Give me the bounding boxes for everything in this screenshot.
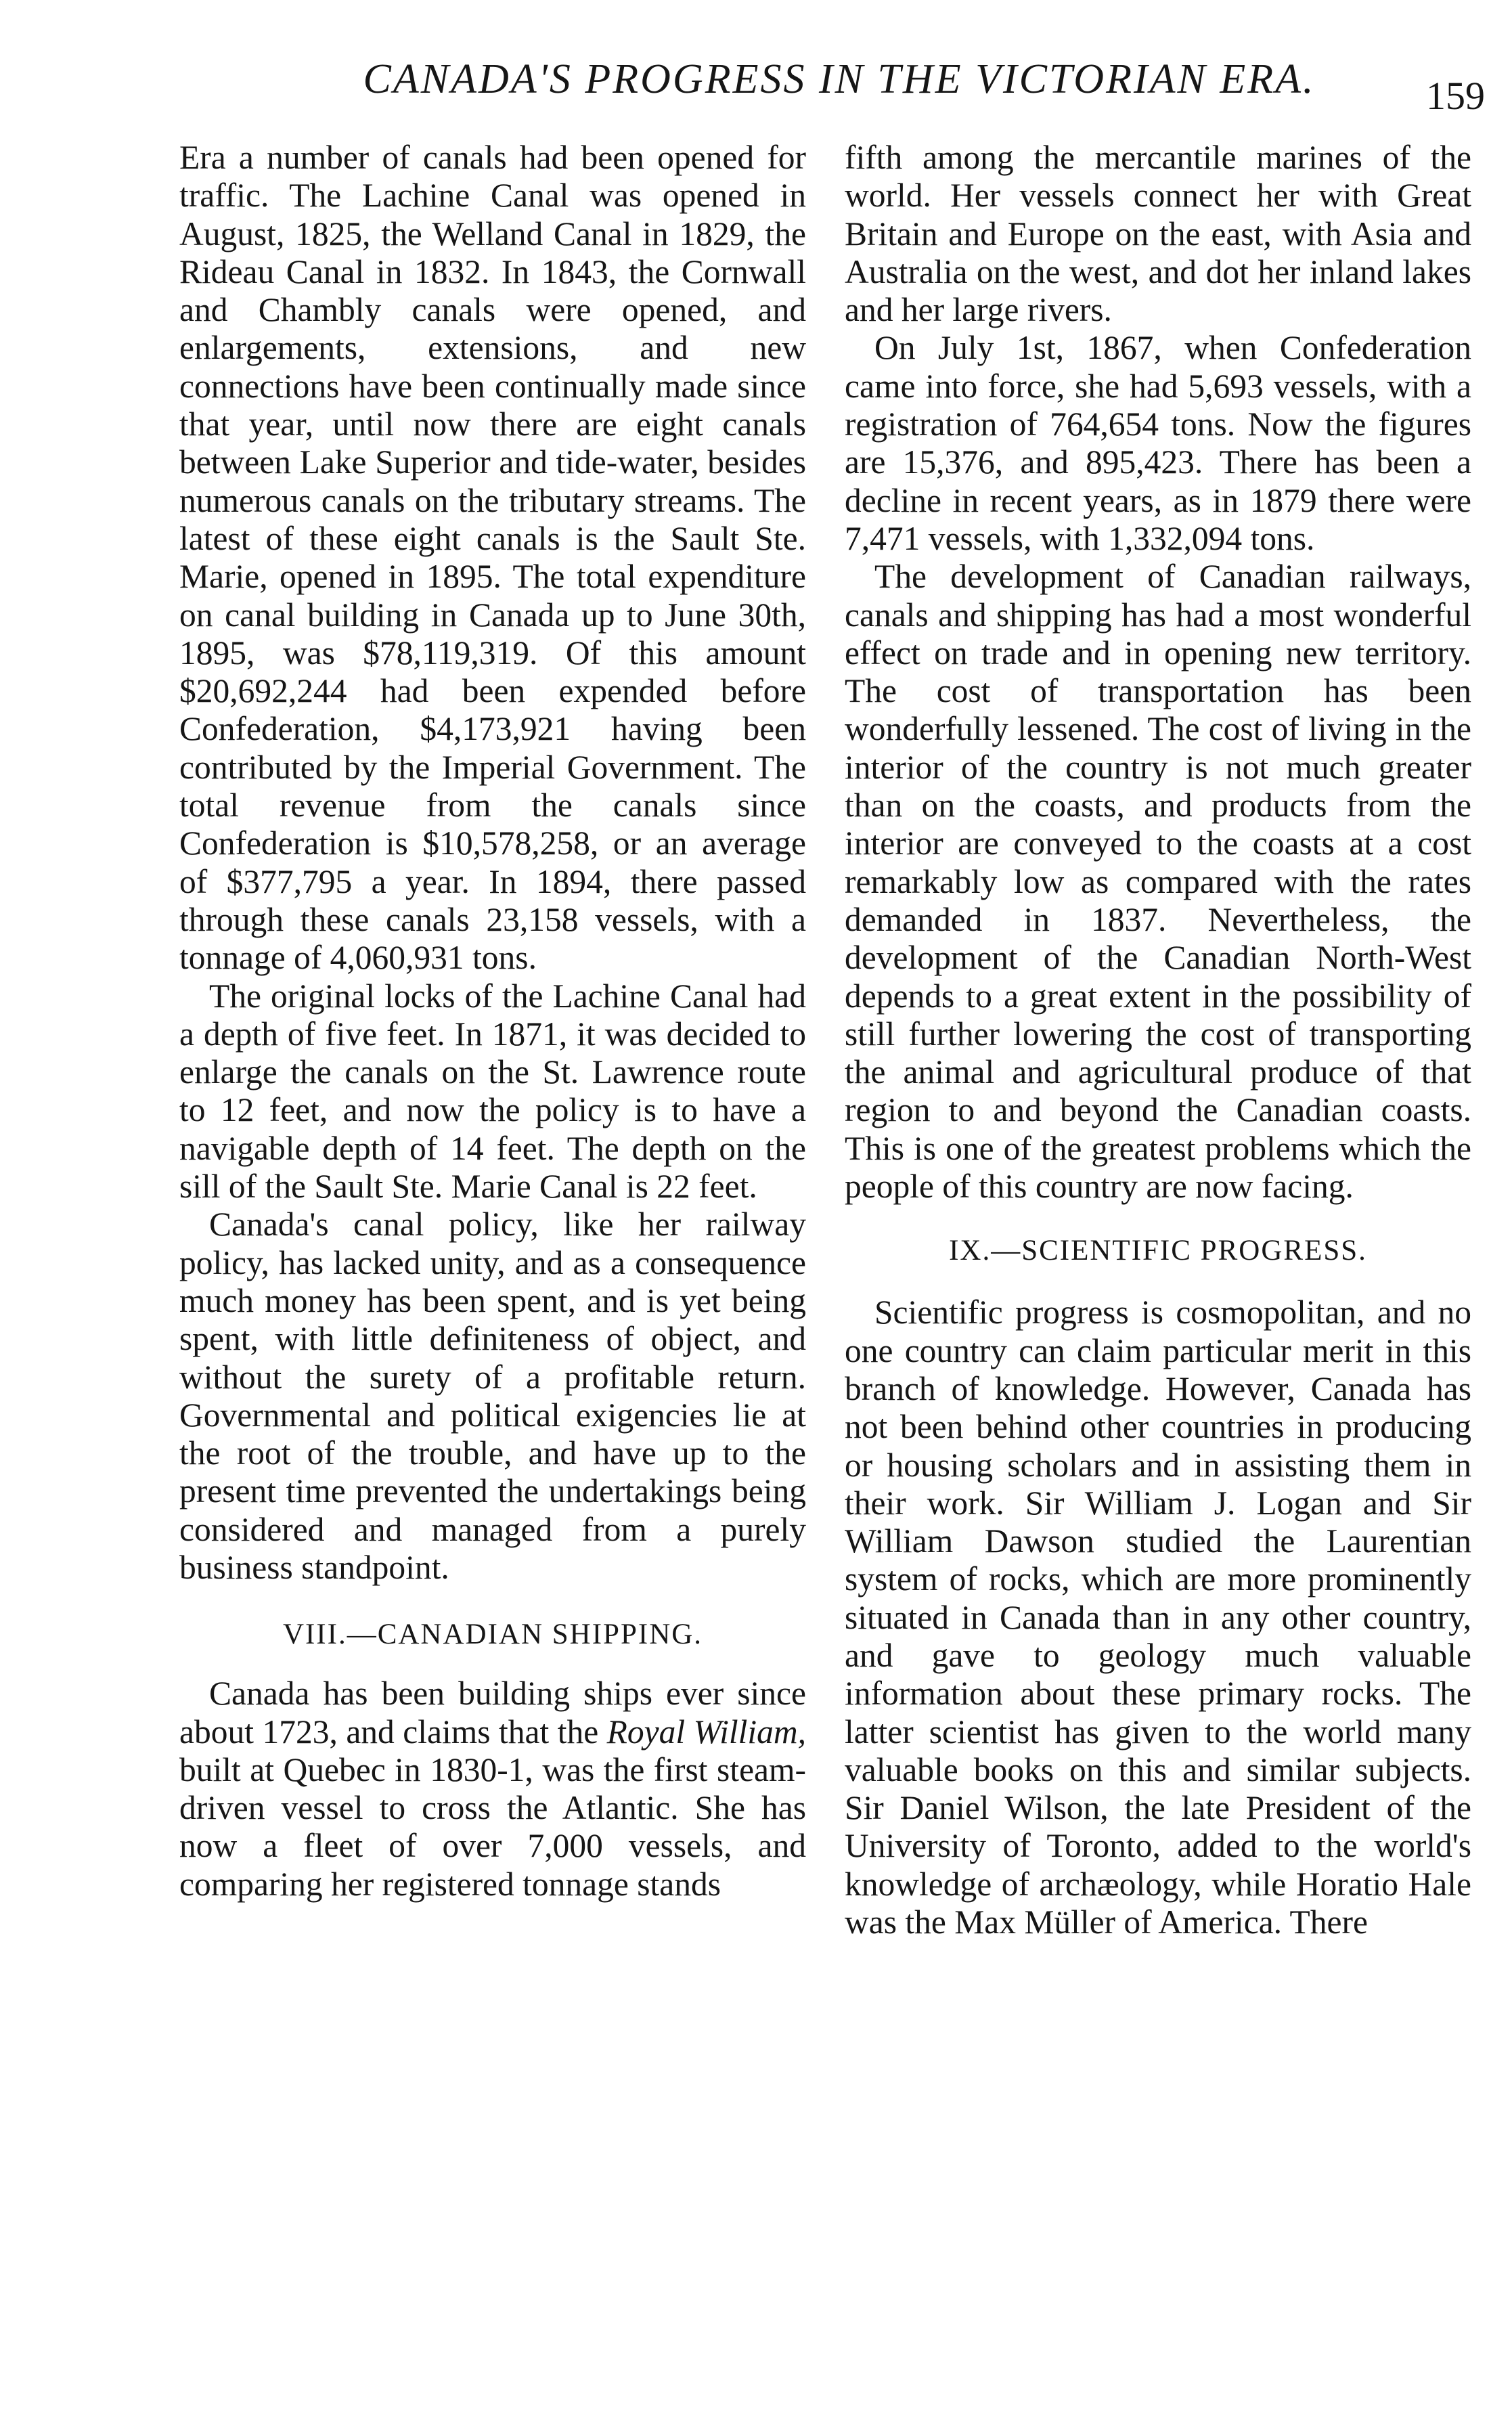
paragraph-transport-development: The development of Canadian railways, canals and shipping has had a most wonderful effect on trade and in opening new territory. The cost of transportation has been wonderfully lessened. The cost of living in the interior of the country is not much greater than on the coasts, and products from the interior are conveyed to the coasts at a cost remarkably low as compared with the rates demanded in 1837. Nevertheless, the development of the Canadian North-West depends to a great extent in the possibility of still further lowering the cost of transporting the animal and agricultural produce of that region to and beyond the Canadian coasts. This is one of the greatest problems which the people of this country are now facing. (845, 558, 1471, 1206)
section-heading-shipping: VIII.—CANADIAN SHIPPING. (282, 1618, 703, 1651)
section-heading-scientific: IX.—SCIENTIFIC PROGRESS. (949, 1235, 1367, 1267)
right-column (845, 139, 1471, 1941)
paragraph-scientific-progress: Scientific progress is cosmopolitan, and no one country can claim particular merit in this branch of knowledge. However, Canada has not been behind other countries in producing or housing scholars and in assisting them in their work. Sir William J. Logan and Sir William Dawson studied the Laurentian system of rocks, which are more prominently situated in Canada than in any other country, and gave to geology much valuable information about these primary rocks. The latter scientist has given to the world many valuable books on this and similar subjects. Sir Daniel Wilson, the late President of the University of Toronto, added to the world's knowledge of archæology, while Horatio Hale was the Max Müller of America. There (845, 1294, 1471, 1941)
paragraph-canals-history: Era a number of canals had been opened for traffic. The Lachine Canal was opened in August, 1825, the Welland Canal in 1829, the Rideau Canal in 1832. In 1843, the Cornwall and Chambly canals were opened, and enlargements, extensions, and new connections have been continually made since that year, until now there are eight canals between Lake Superior and tide-water, besides numerous canals on the tributary streams. The latest of these eight canals is the Sault Ste. Marie, opened in 1895. The total expenditure on canal building in Canada up to June 30th, 1895, was $78,119,319. Of this amount $20,692,244 had been expended before Confederation, $4,173,921 having been contributed by the Imperial Government. The total revenue from the canals since Confederation is $10,578,258, or an average of $377,795 a year. In 1894, there passed through these canals 23,158 vessels, with a tonnage of 4,060,931 tons. (179, 139, 806, 977)
shipping-text-start: Canada has been building ships ever since about 1723, and claims that the (179, 1675, 806, 1750)
paragraph-canal-policy: Canada's canal policy, like her railway policy, has lacked unity, and as a consequence much money has been spent, and is yet being spent, with little definiteness of object, and without the surety of a profitable return. Governmental and political exigencies lie at the root of the trouble, and have up to the present time prevented the undertakings being considered and managed from a purely business standpoint. (179, 1206, 806, 1586)
page-number: 159 (1426, 74, 1485, 118)
paragraph-lachine-locks: The original locks of the Lachine Canal had a depth of five feet. In 1871, it was decided to enlarge the canals on the St. Lawrence route to 12 feet, and now the policy is to have a navigable depth of 14 feet. The depth on the sill of the Sault Ste. Marie Canal is 22 feet. (179, 977, 806, 1206)
paragraph-confederation-vessels: On July 1st, 1867, when Confederation came into force, she had 5,693 vessels, with a registration of 764,654 tons. Now the figures are 15,376, and 895,423. There has been a decline in recent years, as in 1879 there were 7,471 vessels, with 1,332,094 tons. (845, 329, 1471, 557)
shipping-text-end: built at Quebec in 1830-1, was the first steam-driven vessel to cross the Atlantic. She has now a fleet of over 7,000 vessels, and comparing her registered tonnage stands (179, 1750, 806, 1903)
paragraph-shipping-intro (179, 1675, 806, 1903)
left-column (179, 139, 806, 1903)
ship-name-royal-william: Royal William, (606, 1713, 806, 1750)
paragraph-mercantile-marine: fifth among the mercantile marines of the world. Her vessels connect her with Great Britain and Europe on the east, with Asia and Australia on the west, and dot her inland lakes and her large rivers. (845, 139, 1471, 329)
running-title: CANADA'S PROGRESS IN THE VICTORIAN ERA. (363, 56, 1316, 102)
